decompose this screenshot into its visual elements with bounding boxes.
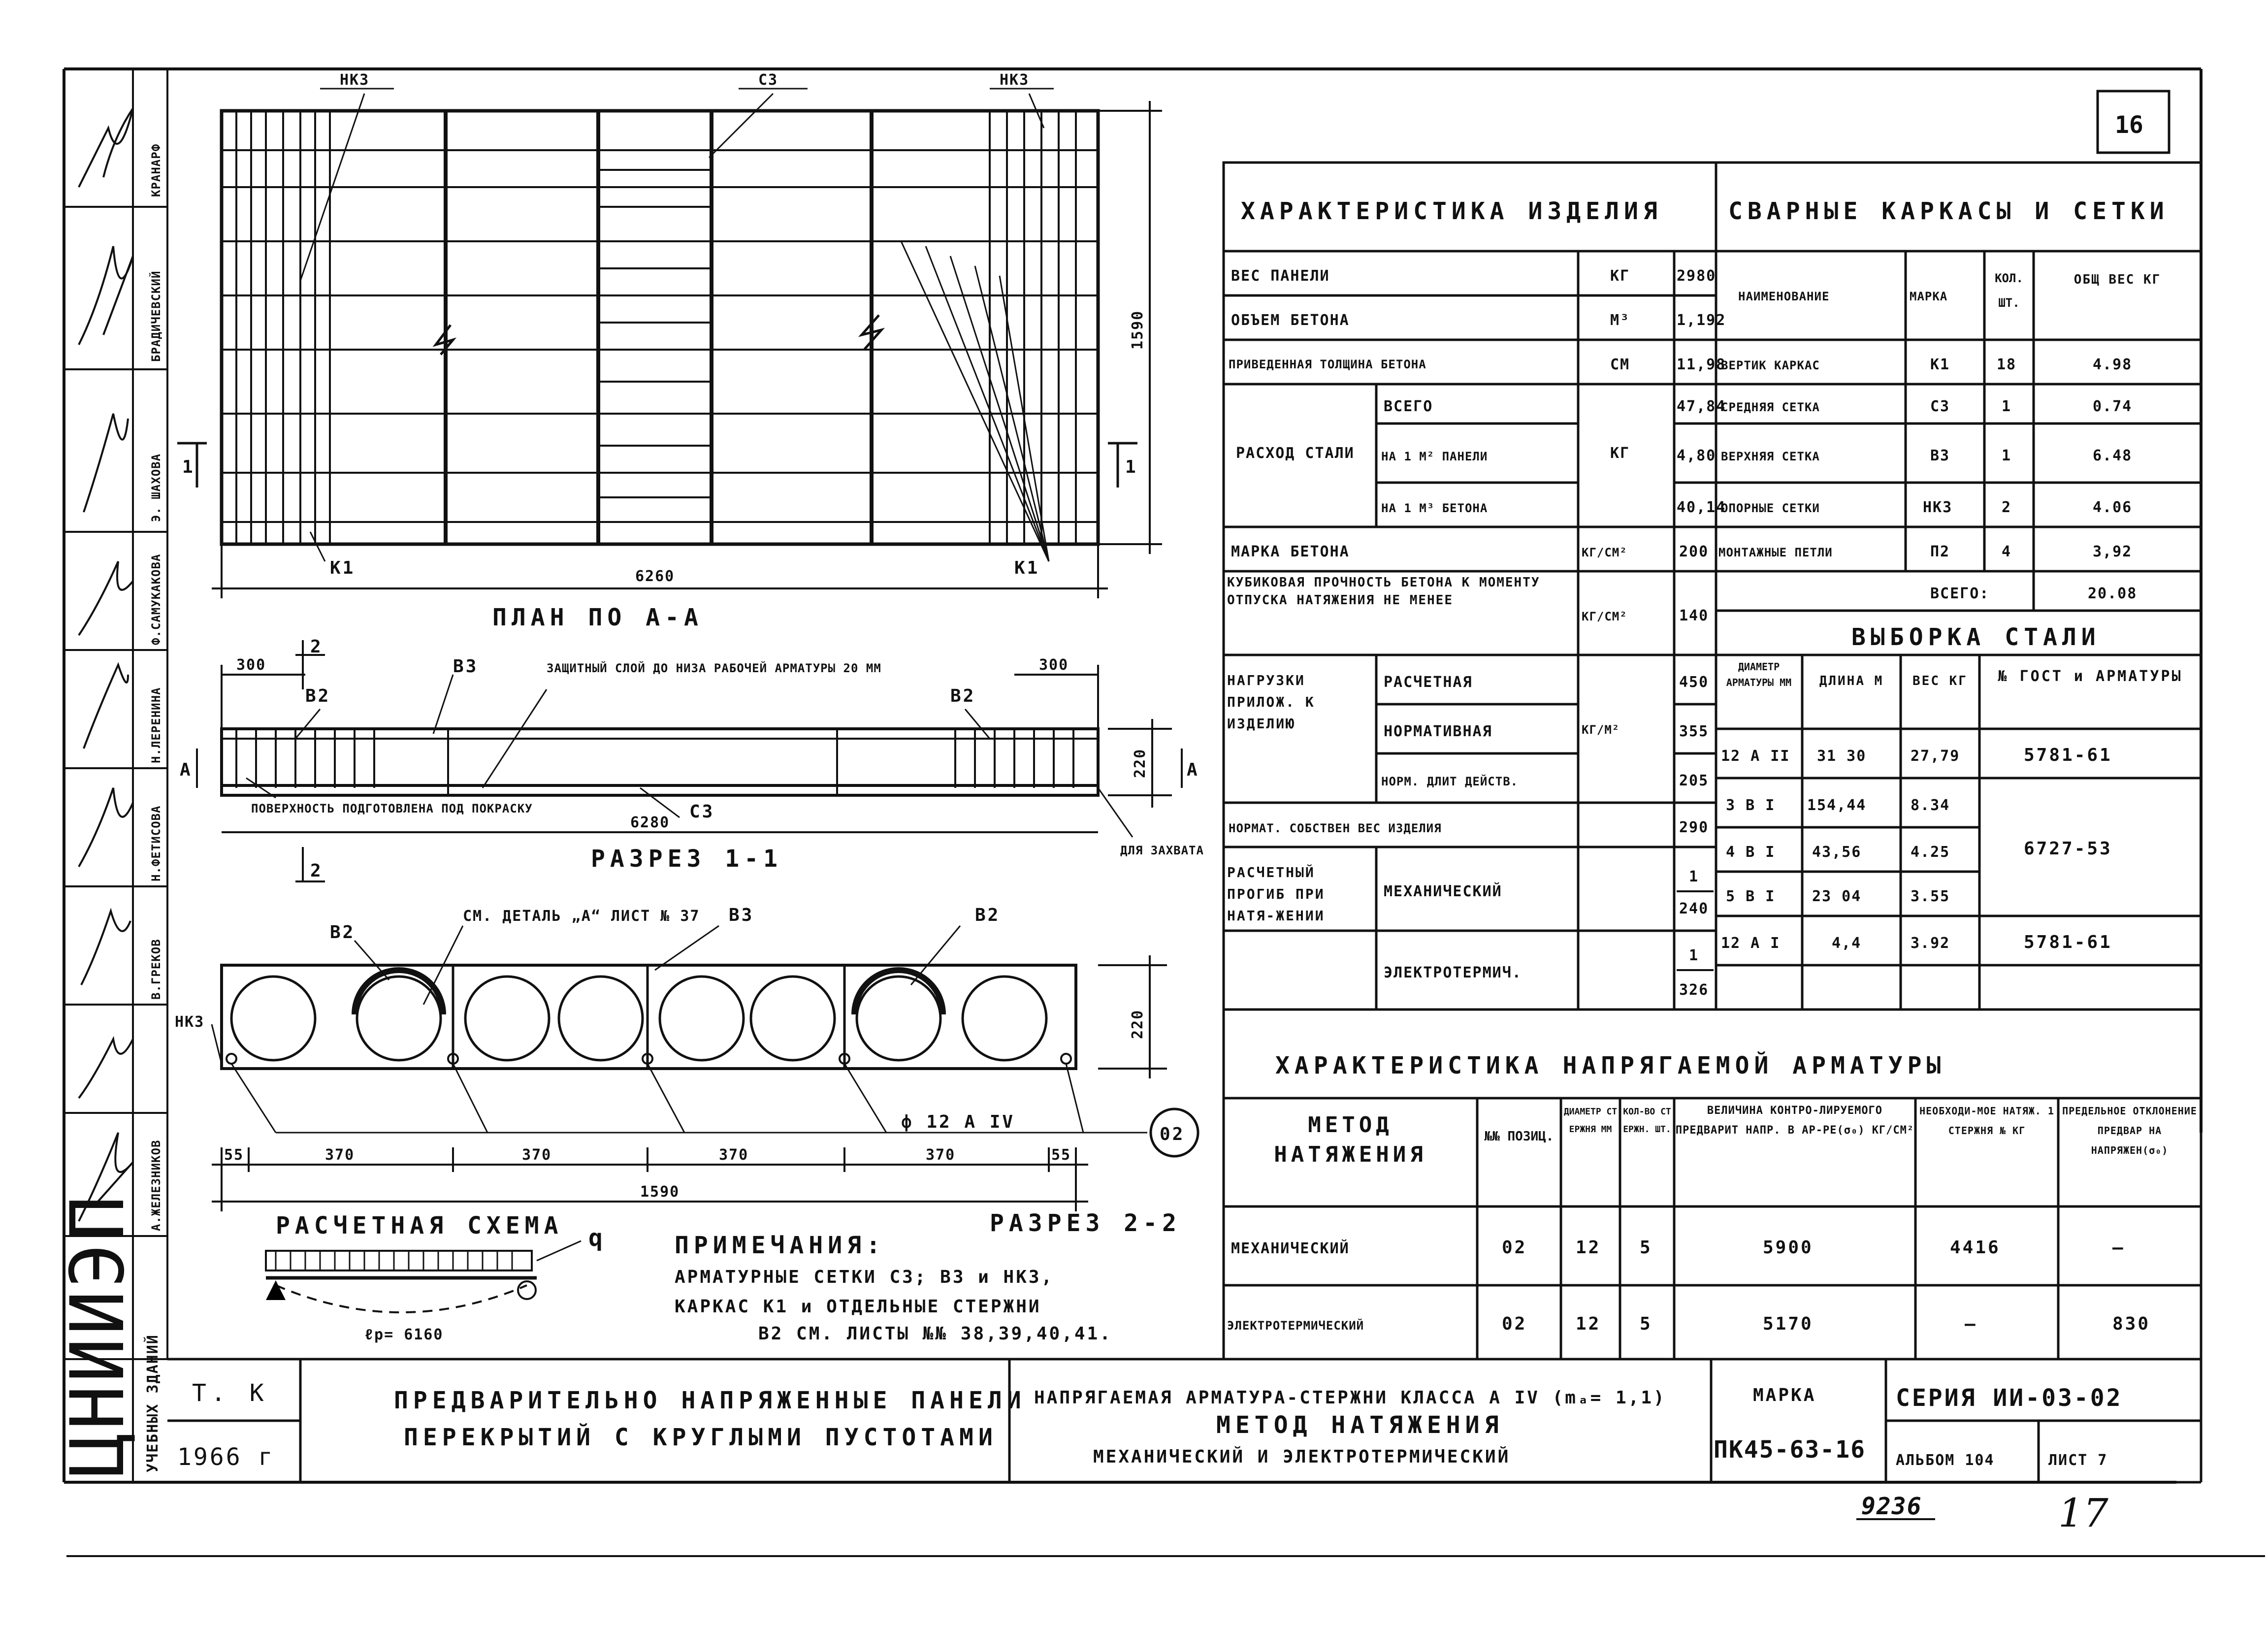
plan-leaders	[300, 89, 1054, 561]
title-sheet: ЛИСТ 7	[2048, 1452, 2108, 1469]
section11-note-surface: ПОВЕРХНОСТЬ ПОДГОТОВЛЕНА ПОД ПОКРАСКУ	[251, 802, 533, 815]
plan-mesh-right	[990, 111, 1076, 544]
steel-row-2-length: 154,44	[1807, 797, 1867, 814]
deflection-row-2-name: ЭЛЕКТРОТЕРМИЧ.	[1384, 964, 1522, 981]
plan-label-s3: С3	[758, 71, 778, 89]
section22-dim-4: 370	[719, 1146, 749, 1164]
deflection-row-2-den: 326	[1679, 981, 1709, 999]
section11-mark-2-bottom: 2	[310, 861, 323, 881]
plan-transverse-bars	[446, 111, 872, 544]
section22-label-detail: СМ. ДЕТАЛЬ „А“ ЛИСТ № 37	[463, 908, 700, 925]
section22-dim-6: 55	[1051, 1146, 1071, 1164]
void-1	[231, 977, 315, 1060]
steel-row-4-weight: 3.55	[1911, 888, 1950, 905]
deflection-row-2-num: 1	[1689, 947, 1699, 964]
section11-label-v2-left: В2	[305, 686, 331, 706]
steel-table-title: ВЫБОРКА СТАЛИ	[1851, 623, 2101, 651]
steel-gost-2: 6727-53	[2024, 839, 2112, 859]
stress-row-2-qty: 5	[1640, 1314, 1652, 1334]
frames-row-3-qty: 1	[2002, 447, 2012, 464]
steel-row-1-value: 47,84	[1677, 398, 1726, 415]
frames-row-3-mark: В3	[1930, 447, 1950, 464]
section22-label-v2-right: В2	[975, 905, 1001, 925]
steel-row-3-value: 40,14	[1677, 499, 1726, 516]
steel-group-label: РАСХОД СТАЛИ	[1236, 445, 1355, 462]
void-5	[660, 977, 744, 1060]
loads-row-2-value: 355	[1679, 723, 1709, 740]
scheme-title: РАСЧЕТНАЯ СХЕМА	[276, 1212, 563, 1239]
frames-total-label: ВСЕГО:	[1930, 585, 1990, 602]
page-number-top: 16	[2115, 111, 2143, 139]
section11-mark-a-right: А	[1187, 760, 1199, 780]
frames-total-value: 20.08	[2088, 585, 2138, 602]
section22-label-v3: В3	[729, 905, 754, 925]
steel-row-5-weight: 3.92	[1911, 935, 1950, 952]
section22-dimensions	[212, 955, 1167, 1211]
steel-header-length: ДЛИНА М	[1819, 674, 1884, 688]
section11-mark-a-left: А	[180, 760, 193, 780]
section22-leaders	[212, 926, 1147, 1133]
stress-row-1-tension: 4416	[1950, 1237, 2001, 1258]
deflection-row-1-num: 1	[1689, 868, 1699, 885]
section22-label-bar: ф 12 А IV	[901, 1112, 1015, 1132]
char-row-1-name: ВЕС ПАНЕЛИ	[1231, 267, 1330, 285]
weight-name: НОРМАТ. СОБСТВЕН ВЕС ИЗДЕЛИЯ	[1229, 821, 1442, 835]
notes-line-2: КАРКАС К1 и ОТДЕЛЬНЫЕ СТЕРЖНИ	[675, 1297, 1041, 1317]
stress-row-2-dia: 12	[1576, 1314, 1601, 1334]
signature-name-5: Н.ЛЕРЕНИНА	[149, 687, 163, 763]
title-album: АЛЬБОМ 104	[1896, 1452, 1995, 1469]
char-table-title: ХАРАКТЕРИСТИКА ИЗДЕЛИЯ	[1241, 197, 1662, 225]
strength-value: 140	[1679, 607, 1709, 624]
frames-table	[1716, 163, 2201, 611]
stress-header-pos: №№ ПОЗИЦ.	[1484, 1129, 1554, 1144]
char-row-3-unit: СМ	[1610, 356, 1630, 373]
plan-view	[177, 71, 1162, 631]
section22-dim-1: 55	[224, 1146, 244, 1164]
signature-name-8: А.ЖЕЛЕЗНИКОВ	[149, 1140, 163, 1231]
section22-label-nk3: НК3	[175, 1013, 205, 1031]
plan-center-mesh	[598, 170, 712, 497]
plan-label-nk3-right: НК3	[1000, 71, 1030, 89]
handwritten-page-number: 17	[2058, 1490, 2108, 1536]
plan-label-k1-left: К1	[330, 558, 356, 578]
plan-label-nk3-left: НК3	[340, 71, 370, 89]
char-row-1-value: 2980	[1677, 267, 1717, 285]
title-block	[167, 1359, 2201, 1482]
plan-outline	[222, 111, 1098, 544]
stress-row-1-dia: 12	[1576, 1237, 1601, 1258]
section22-dim-3: 370	[522, 1146, 552, 1164]
plan-section-mark-left: 1	[182, 457, 195, 477]
section11-label-v3: В3	[453, 656, 479, 677]
frames-row-2-weight: 0.74	[2093, 398, 2133, 415]
loads-row-3-value: 205	[1679, 772, 1709, 789]
title-mark-value: ПК45-63-16	[1714, 1436, 1866, 1464]
loads-row-3-name: НОРМ. ДЛИТ ДЕЙСТВ.	[1381, 775, 1519, 788]
title-desc-line-2: МЕТОД НАТЯЖЕНИЯ	[1216, 1411, 1504, 1439]
frames-row-5-weight: 3,92	[2093, 543, 2133, 560]
stress-row-2-tension: —	[1965, 1314, 1977, 1334]
stamp-number: 9236	[1861, 1493, 1922, 1520]
title-desc-line-1: НАПРЯГАЕМАЯ АРМАТУРА-СТЕРЖНИ КЛАССА А IV (mₐ= 1,1)	[1034, 1388, 1666, 1408]
stress-header-control: ВЕЛИЧИНА КОНТРО-ЛИРУЕМОГО ПРЕДВАРИТ НАПР. В АР-РЕ(σ₀) КГ/СМ²	[1675, 1105, 1914, 1137]
section11-dim-left: 300	[236, 656, 266, 674]
steel-row-2-dia: 3 В I	[1726, 797, 1776, 814]
char-row-2-name: ОБЪЕМ БЕТОНА	[1231, 312, 1350, 329]
frames-row-5-name: МОНТАЖНЫЕ ПЕТЛИ	[1718, 546, 1833, 559]
void-4	[559, 977, 643, 1060]
stress-header-deviation: ПРЕДЕЛЬНОЕ ОТКЛОНЕНИЕ ПРЕДВАР НА НАПРЯЖЕН(σ₀)	[2062, 1105, 2197, 1156]
design-scheme	[266, 1212, 608, 1343]
frames-header-weight: ОБЩ ВЕС КГ	[2074, 272, 2161, 287]
notes-title: ПРИМЕЧАНИЯ:	[675, 1232, 885, 1259]
strength-name: КУБИКОВАЯ ПРОЧНОСТЬ БЕТОНА К МОМЕНТУ ОТПУСКА НАТЯЖЕНИЯ НЕ МЕНЕЕ	[1227, 575, 1540, 608]
frames-row-4-weight: 4.06	[2093, 499, 2133, 516]
steel-row-3-weight: 4.25	[1911, 844, 1950, 861]
char-row-2-value: 1,192	[1677, 312, 1726, 329]
loads-row-1-name: РАСЧЕТНАЯ	[1384, 674, 1473, 691]
section11-title: РАЗРЕЗ 1-1	[591, 845, 782, 873]
plan-section-markers	[177, 443, 1137, 488]
stress-row-1-deviation: —	[2112, 1237, 2125, 1258]
section11-stirrups	[222, 729, 1098, 795]
steel-row-1-name: ВСЕГО	[1384, 398, 1433, 415]
steel-row-2-name: НА 1 М² ПАНЕЛИ	[1381, 450, 1488, 463]
steel-header-gost: № ГОСТ и АРМАТУРЫ	[1998, 668, 2183, 685]
steel-header-dia: ДИАМЕТР АРМАТУРЫ ММ	[1726, 661, 1792, 688]
scheme-span: ℓp= 6160	[364, 1326, 444, 1343]
stress-row-1-qty: 5	[1640, 1237, 1652, 1258]
frames-row-3-weight: 6.48	[2093, 447, 2133, 464]
stress-row-1-method: МЕХАНИЧЕСКИЙ	[1231, 1240, 1350, 1257]
stress-row-2-pos: 02	[1502, 1314, 1527, 1334]
plan-title: ПЛАН ПО А-А	[492, 604, 703, 631]
frames-row-2-qty: 1	[2002, 398, 2012, 415]
steel-row-1-weight: 27,79	[1911, 748, 1960, 765]
section22-dim-5: 370	[926, 1146, 956, 1164]
title-desc-line-3: МЕХАНИЧЕСКИЙ И ЭЛЕКТРОТЕРМИЧЕСКИЙ	[1093, 1447, 1511, 1467]
plan-label-k1-right: К1	[1014, 558, 1040, 578]
loads-unit: КГ/М²	[1582, 723, 1620, 737]
title-tk: Т. К	[192, 1379, 269, 1407]
frames-row-3-name: ВЕРХНЯЯ СЕТКА	[1721, 450, 1820, 463]
section11-dim-right: 300	[1039, 656, 1069, 674]
steel-gost-3: 5781-61	[2024, 932, 2112, 952]
strength-unit: КГ/СМ²	[1582, 610, 1627, 623]
plan-length-value: 6260	[635, 568, 675, 585]
stress-row-1-pos: 02	[1502, 1237, 1527, 1258]
notes-line-1: АРМАТУРНЫЕ СЕТКИ С3; В3 и НК3,	[675, 1267, 1054, 1287]
loads-group-label: НАГРУЗКИ ПРИЛОЖ. К ИЗДЕЛИЮ	[1227, 672, 1315, 732]
section22-dim-2: 370	[325, 1146, 355, 1164]
plan-height-value: 1590	[1129, 310, 1146, 350]
char-row-2-unit: М³	[1610, 312, 1630, 329]
title-name-line-2: ПЕРЕКРЫТИЙ С КРУГЛЫМИ ПУСТОТАМИ	[404, 1424, 998, 1451]
steel-row-1-dia: 12 А II	[1721, 748, 1790, 765]
section22-dim-height: 220	[1129, 1009, 1146, 1039]
frames-row-4-name: ОПОРНЫЕ СЕТКИ	[1721, 501, 1820, 515]
steel-header-weight: ВЕС КГ	[1912, 674, 1968, 688]
concrete-unit: КГ/СМ²	[1582, 546, 1627, 559]
void-7	[857, 977, 940, 1060]
steel-row-3-name: НА 1 М³ БЕТОНА	[1381, 501, 1488, 515]
stress-row-2-control: 5170	[1763, 1314, 1814, 1334]
handwritten-signatures	[79, 108, 133, 1221]
frames-row-4-mark: НК3	[1923, 499, 1953, 516]
frames-row-1-name: ВЕРТИК КАРКАС	[1721, 358, 1820, 372]
section-1-1	[180, 637, 1204, 881]
section11-mark-2-top: 2	[310, 637, 323, 657]
char-table	[1224, 163, 1726, 1009]
frames-row-2-name: СРЕДНЯЯ СЕТКА	[1721, 400, 1820, 414]
section11-note-grip: ДЛЯ ЗАХВАТА	[1120, 844, 1204, 857]
stress-table-title: ХАРАКТЕРИСТИКА НАПРЯГАЕМОЙ АРМАТУРЫ	[1275, 1052, 1946, 1079]
section11-dim-height: 220	[1132, 748, 1149, 778]
steel-row-2-value: 4,80	[1677, 447, 1717, 464]
steel-row-5-length: 4,4	[1832, 935, 1862, 952]
frames-header-qty: КОЛ. ШТ.	[1995, 271, 2023, 310]
section22-title: РАЗРЕЗ 2-2	[990, 1209, 1181, 1237]
title-mark-label: МАРКА	[1753, 1385, 1816, 1405]
title-name-line-1: ПРЕДВАРИТЕЛЬНО НАПРЯЖЕННЫЕ ПАНЕЛИ	[394, 1387, 1026, 1414]
signature-name-1: КРАНАРФ	[149, 143, 163, 197]
stress-header-tension: НЕОБХОДИ-МОЕ НАТЯЖ. 1 СТЕРЖНЯ № КГ	[1919, 1105, 2054, 1137]
steel-row-3-dia: 4 В I	[1726, 844, 1776, 861]
frames-table-title: СВАРНЫЕ КАРКАСЫ И СЕТКИ	[1728, 197, 2169, 225]
section22-dim-total: 1590	[640, 1183, 680, 1201]
stress-row-1-control: 5900	[1763, 1237, 1814, 1258]
char-row-1-unit: КГ	[1610, 267, 1630, 285]
steel-row-1-length: 31 30	[1817, 748, 1867, 765]
plan-mesh-left	[236, 111, 330, 544]
signature-name-6: Н.ФЕТИСОВА	[149, 805, 163, 881]
scheme-load-q: q	[588, 1224, 608, 1252]
loads-row-2-name: НОРМАТИВНАЯ	[1384, 723, 1492, 740]
steel-row-2-weight: 8.34	[1911, 797, 1950, 814]
stress-row-2-deviation: 830	[2112, 1314, 2151, 1334]
section11-note-cover: ЗАЩИТНЫЙ СЛОЙ ДО НИЗА РАБОЧЕЙ АРМАТУРЫ 20 ММ	[547, 661, 881, 675]
char-row-3-value: 11,98	[1677, 356, 1726, 373]
stress-table	[1224, 1009, 2201, 1359]
signature-name-3: Э. ШАХОВА	[149, 453, 163, 522]
section22-voids	[231, 970, 1046, 1060]
section11-label-v2-right: В2	[950, 686, 976, 706]
frames-row-1-mark: К1	[1930, 356, 1950, 373]
section11-dim-length: 6280	[630, 814, 670, 831]
frames-header-name: НАИМЕНОВАНИЕ	[1738, 290, 1830, 303]
frames-row-1-weight: 4.98	[2093, 356, 2133, 373]
notes	[675, 1232, 1112, 1344]
title-year: 1966 г	[177, 1443, 275, 1471]
char-row-3-name: ПРИВЕДЕННАЯ ТОЛЩИНА БЕТОНА	[1229, 358, 1426, 371]
loads-row-1-value: 450	[1679, 674, 1709, 691]
deflection-row-1-den: 240	[1679, 900, 1709, 917]
concrete-value: 200	[1679, 543, 1709, 560]
void-2	[357, 977, 441, 1060]
institute-logo: ЦНИИЭП	[55, 1193, 141, 1477]
plan-section-mark-right: 1	[1125, 457, 1138, 477]
frames-row-4-qty: 2	[2002, 499, 2012, 516]
concrete-name: МАРКА БЕТОНА	[1231, 543, 1350, 560]
signature-names	[149, 144, 163, 1231]
stress-header-method: МЕТОД НАТЯЖЕНИЯ	[1274, 1112, 1427, 1167]
void-3	[465, 977, 549, 1060]
steel-gost-1: 5781-61	[2024, 745, 2112, 765]
frames-row-2-mark: С3	[1930, 398, 1950, 415]
signature-name-2: БРАДИЧЕВСКИЙ	[149, 270, 163, 362]
steel-row-4-dia: 5 В I	[1726, 888, 1776, 905]
deflection-group-label: РАСЧЕТНЫЙ ПРОГИБ ПРИ НАТЯ-ЖЕНИИ	[1227, 864, 1325, 924]
position-balloon-label: 02	[1160, 1124, 1185, 1144]
steel-row-4-length: 23 04	[1812, 888, 1862, 905]
stress-header-dia: ДИАМЕТР СТЕРЖНЯ ММ	[1563, 1107, 1618, 1135]
section11-label-s3: С3	[689, 802, 715, 822]
steel-unit: КГ	[1610, 445, 1630, 462]
signature-name-4: Ф.САМУКАКОВА	[149, 554, 163, 645]
frames-row-1-qty: 18	[1997, 356, 2017, 373]
signature-name-7: В.ГРЕКОВ	[149, 939, 163, 1000]
stress-row-2-method: ЭЛЕКТРОТЕРМИЧЕСКИЙ	[1227, 1319, 1364, 1333]
stress-header-qty: КОЛ-ВО СТЕРЖН. ШТ.	[1623, 1107, 1671, 1135]
institute-subtitle: УЧЕБНЫХ ЗДАНИЙ	[144, 1334, 162, 1472]
deflection-row-1-name: МЕХАНИЧЕСКИЙ	[1384, 883, 1502, 900]
steel-row-5-dia: 12 А I	[1721, 935, 1781, 952]
title-series: СЕРИЯ ИИ-03-02	[1896, 1384, 2123, 1412]
frames-header-mark: МАРКА	[1910, 290, 1948, 303]
section-2-2	[175, 905, 1198, 1237]
notes-line-3: В2 СМ. ЛИСТЫ №№ 38,39,40,41.	[758, 1324, 1112, 1344]
steel-table	[1716, 611, 2201, 1009]
void-6	[751, 977, 835, 1060]
void-8	[963, 977, 1046, 1060]
weight-value: 290	[1679, 819, 1709, 836]
steel-row-3-length: 43,56	[1812, 844, 1862, 861]
frames-row-5-mark: П2	[1930, 543, 1950, 560]
frames-row-5-qty: 4	[2002, 543, 2012, 560]
section22-label-v2-left: В2	[330, 922, 356, 943]
